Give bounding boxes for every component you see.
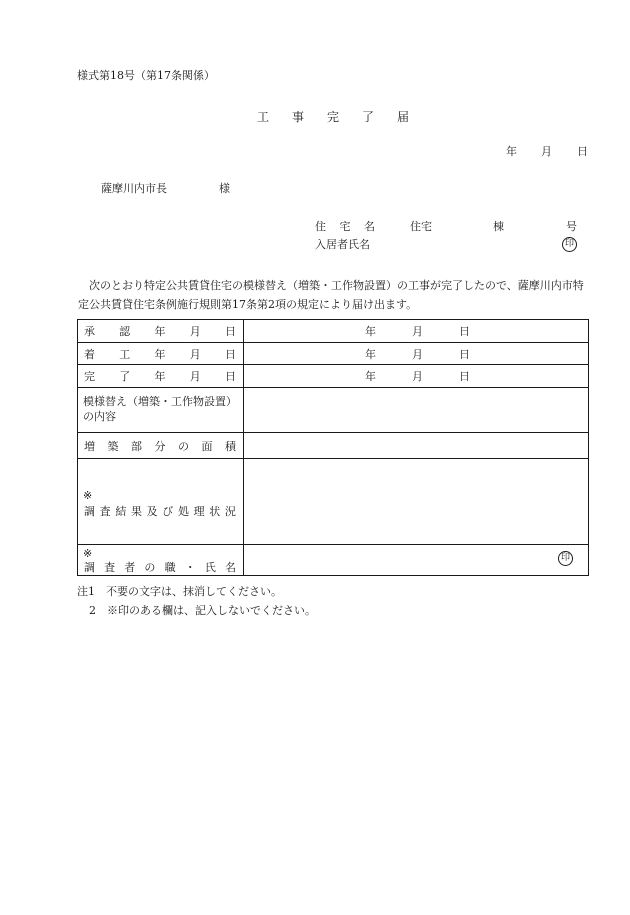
approval-month-unit: 月 bbox=[412, 325, 423, 338]
room-unit-label: 号 bbox=[566, 220, 577, 233]
title-char: 届 bbox=[397, 110, 410, 124]
office-use-mark: ※ bbox=[83, 489, 93, 502]
table-row-renovation-content bbox=[78, 388, 588, 433]
title-char: 工 bbox=[257, 110, 270, 124]
approval-day-unit: 日 bbox=[459, 325, 470, 338]
title-char: 完 bbox=[327, 110, 340, 124]
seal-icon: 印 bbox=[558, 551, 573, 566]
addressee-name: 薩摩川内市長 bbox=[101, 182, 167, 195]
completion-day-unit: 日 bbox=[459, 370, 470, 383]
start-month-unit: 月 bbox=[412, 348, 423, 361]
start-date-label: 着 工 年 月 日 bbox=[78, 343, 244, 364]
table-row-extension-area bbox=[78, 433, 588, 459]
approval-date-label: 承 認 年 月 日 bbox=[78, 320, 244, 342]
table-row-completion-date bbox=[78, 365, 588, 388]
date-day-label: 日 bbox=[577, 145, 588, 158]
building-unit-label: 棟 bbox=[493, 220, 504, 233]
housing-value: 住宅 bbox=[410, 220, 432, 233]
completion-year-unit: 年 bbox=[365, 370, 376, 383]
table-row-start-date bbox=[78, 343, 588, 365]
addressee-honorific: 様 bbox=[219, 182, 230, 195]
date-month-label: 月 bbox=[541, 145, 552, 158]
housing-name-label: 住 宅 名 bbox=[315, 220, 375, 233]
completion-date-label: 完 了 年 月 日 bbox=[78, 365, 244, 387]
approval-year-unit: 年 bbox=[365, 325, 376, 338]
table-row-survey-results bbox=[78, 459, 588, 545]
table-row-approval-date bbox=[78, 320, 588, 343]
note-1: 注1 不要の文字は、抹消してください。 bbox=[77, 585, 282, 598]
completion-month-unit: 月 bbox=[412, 370, 423, 383]
date-year-label: 年 bbox=[506, 145, 517, 158]
extension-area-label: 増 築 部 分 の 面 積 bbox=[78, 433, 244, 458]
resident-name-label: 入居者氏名 bbox=[315, 238, 370, 251]
completion-form-table bbox=[77, 319, 589, 576]
note-2: 2 ※印のある欄は、記入しないでください。 bbox=[89, 604, 316, 617]
renovation-content-label: 模様替え（増築・工作物設置） の内容 bbox=[78, 388, 244, 432]
title-char: 了 bbox=[362, 110, 375, 124]
inspector-label: ※ 調 査 者 の 職 ・ 氏 名 bbox=[78, 545, 244, 575]
survey-results-label: ※ 調 査 結 果 及 び 処 理 状 況 bbox=[78, 459, 244, 544]
office-use-mark: ※ bbox=[83, 547, 93, 560]
body-text: 次のとおり特定公共賃貸住宅の模様替え（増築・工作物設置）の工事が完了したので、薩摩川内市特定公共賃貸住宅条例施行規則第17条第2項の規定により届け出ます。 bbox=[78, 279, 584, 311]
seal-icon: 印 bbox=[562, 237, 577, 252]
form-number: 様式第18号（第17条関係） bbox=[77, 69, 215, 82]
table-row-inspector bbox=[78, 545, 588, 575]
start-day-unit: 日 bbox=[459, 348, 470, 361]
start-year-unit: 年 bbox=[365, 348, 376, 361]
title-char: 事 bbox=[292, 110, 305, 124]
